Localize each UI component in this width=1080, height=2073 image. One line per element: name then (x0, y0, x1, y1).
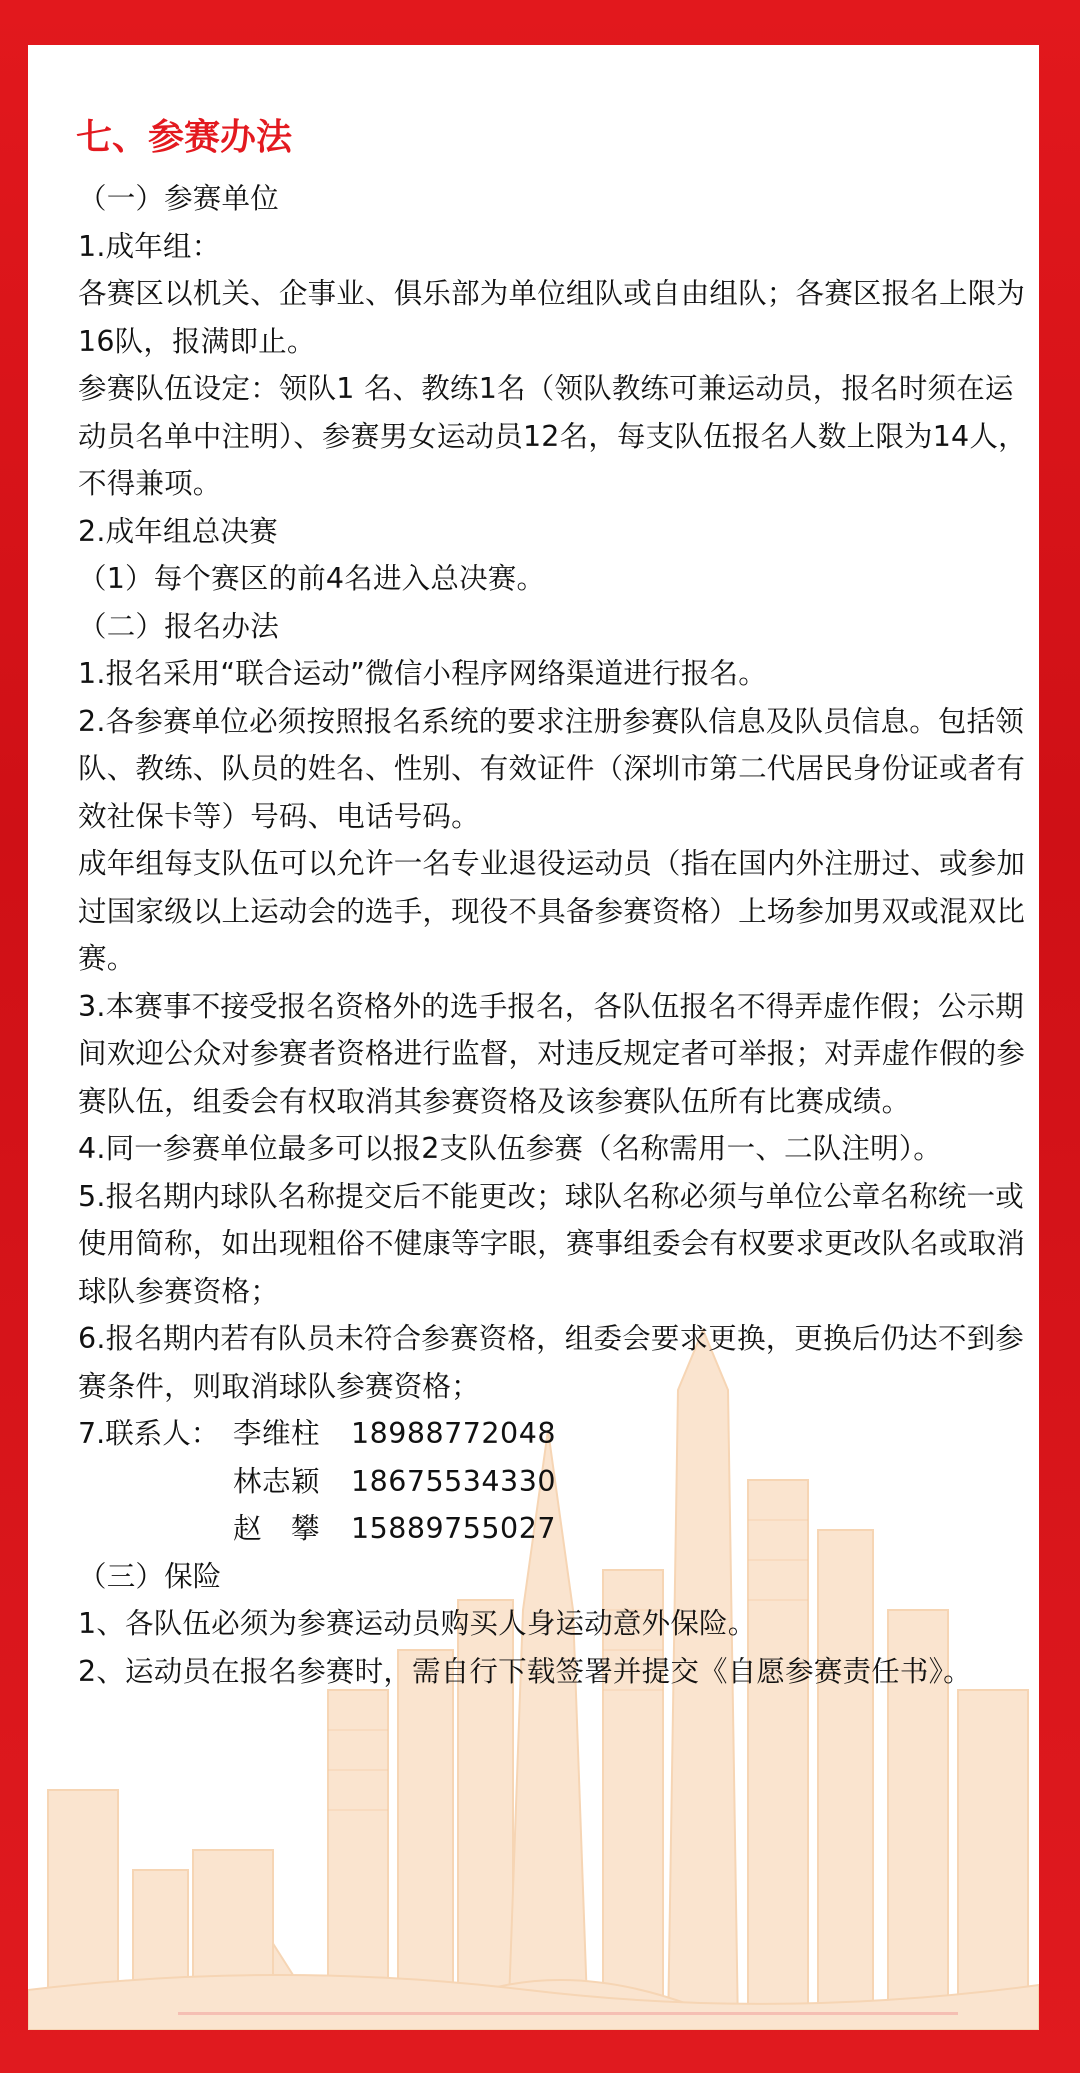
paragraph: 1、各队伍必须为参赛运动员购买人身运动意外保险。 (78, 1607, 757, 1640)
contact-phone: 18675534330 (351, 1464, 556, 1498)
subsection-heading: （一）参赛单位 (78, 182, 279, 215)
paragraph: 3.本赛事不接受报名资格外的选手报名，各队伍报名不得弄虚作假；公示期间欢迎公众对参赛者资格进行监督，对违反规定者可举报；对弄虚作假的参赛队伍，组委会有权取消其参赛资格及该参赛队伍所有比赛成绩。 (78, 989, 1026, 1118)
paragraph: 6.报名期内若有队员未符合参赛资格，组委会要求更换，更换后仍达不到参赛条件，则取消球队参赛资格； (78, 1322, 1024, 1403)
subsection-heading: （二）报名办法 (78, 609, 279, 643)
contact-name: 李维柱 (233, 1417, 321, 1450)
paragraph: 成年组每支队伍可以允许一名专业退役运动员（指在国内外注册过、或参加过国家级以上运动会的选手，现役不具备参赛资格）上场参加男双或混双比赛。 (78, 847, 1026, 975)
document-card (28, 45, 1039, 2030)
contact-row (78, 1505, 1038, 1553)
paragraph: 2.各参赛单位必须按照报名系统的要求注册参赛队信息及队员信息。包括领队、教练、队员的姓名、性别、有效证件（深圳市第二代居民身份证或者有效社保卡等）号码、电话号码。 (78, 704, 1026, 833)
paragraph: 各赛区以机关、企事业、俱乐部为单位组队或自由组队；各赛区报名上限为16队，报满即止。 (78, 277, 1026, 358)
decorative-divider (178, 2012, 958, 2015)
paragraph: 参赛队伍设定：领队1 名、教练1名（领队教练可兼运动员，报名时须在运动员名单中注明）、参赛男女运动员12名，每支队伍报名人数上限为14人，不得兼项。 (78, 372, 1027, 500)
paragraph: 4.同一参赛单位最多可以报2支队伍参赛（名称需用一、二队注明）。 (78, 1132, 942, 1165)
paragraph: 1.成年组： (78, 229, 221, 263)
subsection-heading: （三）保险 (78, 1559, 222, 1593)
contact-list (78, 1410, 1038, 1553)
paragraph: 2.成年组总决赛 (78, 514, 278, 548)
contact-label: 7.联系人： (78, 1417, 220, 1450)
contact-phone: 15889755027 (351, 1512, 556, 1545)
paragraph: 1.报名采用“联合运动”微信小程序网络渠道进行报名。 (78, 657, 767, 690)
contact-phone: 18988772048 (351, 1417, 556, 1450)
contact-row (78, 1458, 1038, 1506)
paragraph: （1）每个赛区的前4名进入总决赛。 (78, 562, 546, 595)
section-title: 七、参赛办法 (76, 117, 293, 158)
contact-name: 赵 攀 (233, 1512, 321, 1545)
contact-row (78, 1410, 1038, 1458)
paragraph: 5.报名期内球队名称提交后不能更改；球队名称必须与单位公章名称统一或使用简称，如出现粗俗不健康等字眼，赛事组委会有权要求更改队名或取消球队参赛资格； (78, 1179, 1026, 1308)
contact-name: 林志颖 (233, 1464, 321, 1498)
paragraph: 2、运动员在报名参赛时，需自行下载签署并提交《自愿参赛责任书》。 (78, 1654, 972, 1688)
document-content (78, 115, 1038, 1695)
